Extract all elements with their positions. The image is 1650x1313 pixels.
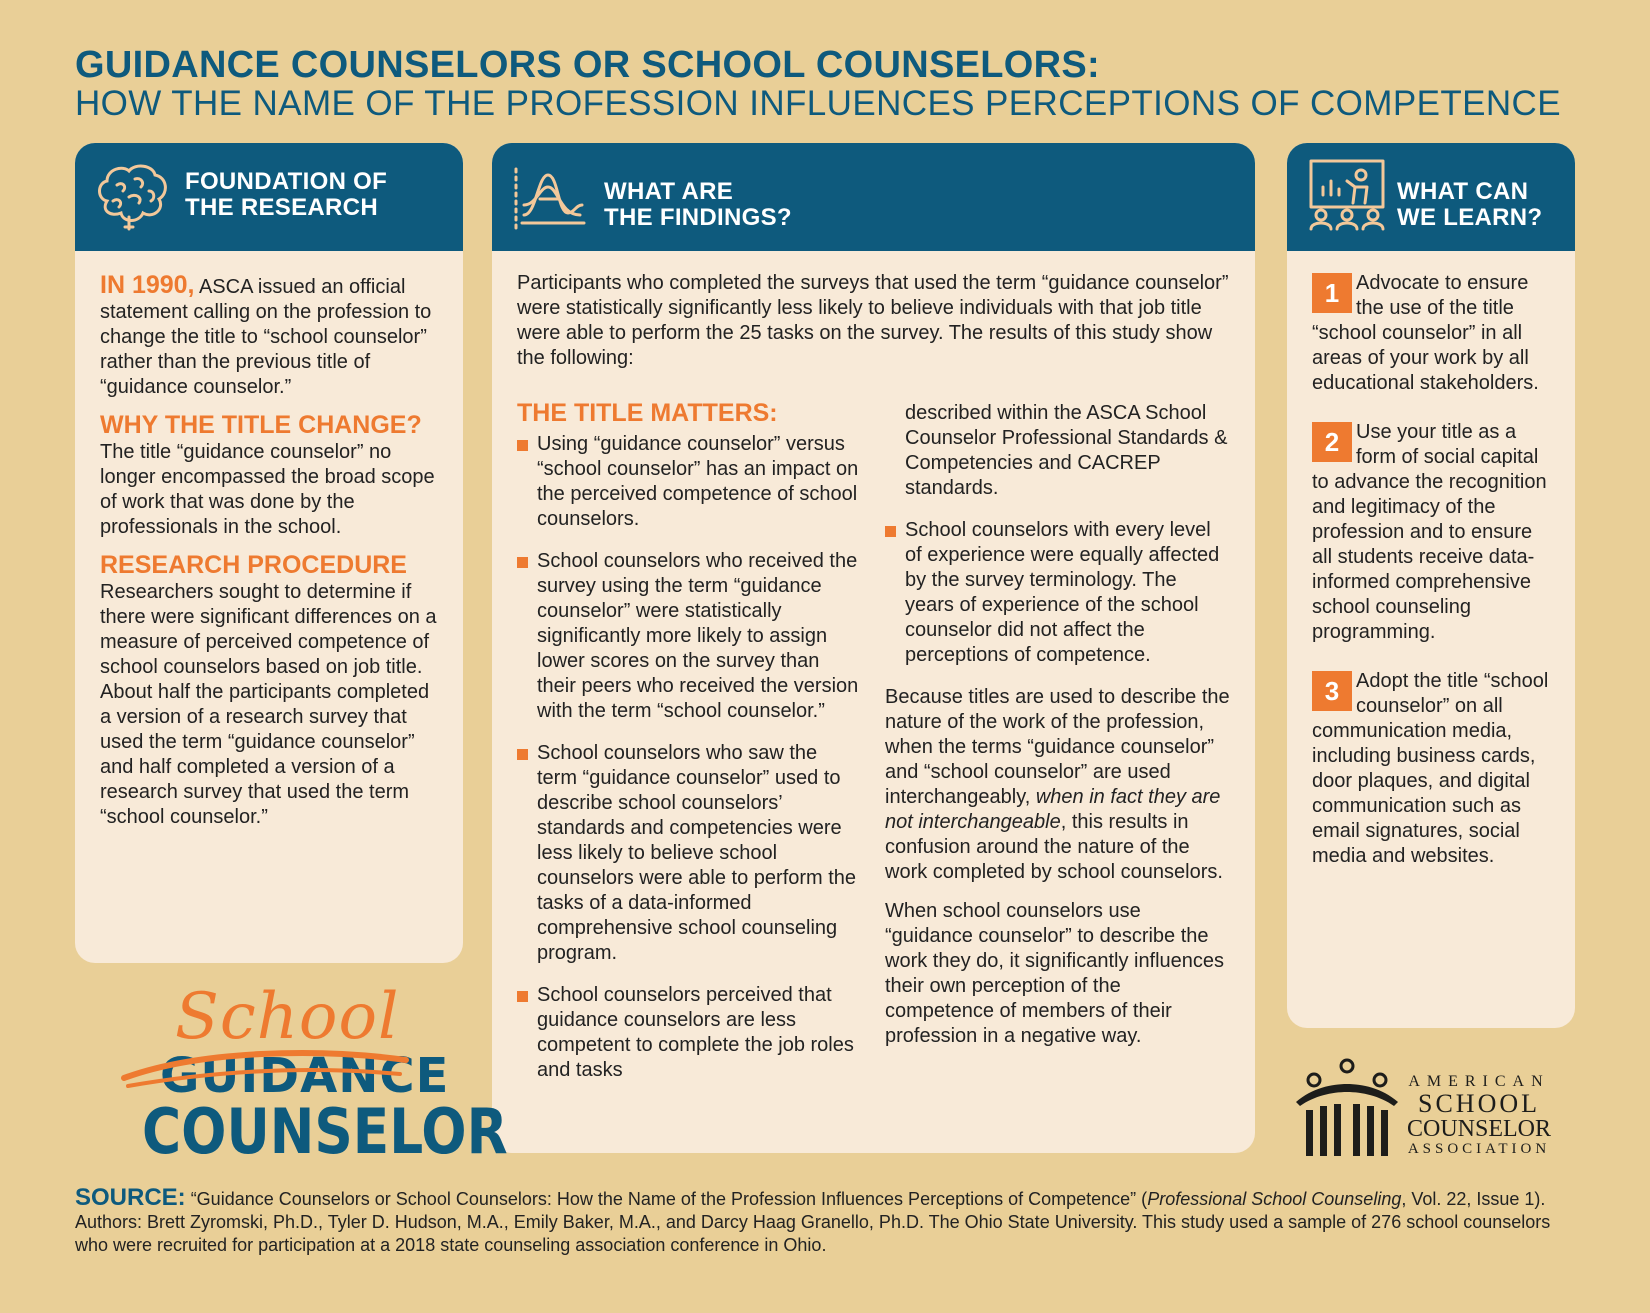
strikethrough-icon [120, 1040, 410, 1100]
title-matters-heading: THE TITLE MATTERS: [517, 399, 778, 427]
foundation-heading: FOUNDATION OF THE RESEARCH [185, 168, 388, 221]
page-subtitle: HOW THE NAME OF THE PROFESSION INFLUENCES PERCEPTIONS OF COMPETENCE [75, 84, 1561, 123]
logo-school-word: School [175, 980, 400, 1054]
source-label: SOURCE: [75, 1184, 186, 1211]
findings-header [492, 143, 1255, 251]
why-heading: WHY THE TITLE CHANGE? [100, 411, 422, 439]
step-number-badge: 2 [1312, 422, 1352, 462]
foundation-header [75, 143, 463, 251]
findings-heading: WHAT ARE THE FINDINGS? [604, 178, 792, 231]
finding-bullet: Using “guidance counselor” versus “school counselor” has an impact on the perceived competence of school counselors. [517, 432, 862, 532]
year-highlight: IN 1990, [100, 271, 195, 299]
learn-header [1287, 143, 1575, 251]
findings-paragraph: Because titles are used to describe the nature of the work of the profession, when the terms “guidance counselor” and “school counselor” are used interchangeably, when in fact they are not interchangeable, this results in confusion around the nature of the work completed by school counselors. [885, 686, 1230, 883]
logo-guidance-word: GUIDANCE [160, 1048, 450, 1104]
bell-curve-icon [514, 165, 586, 235]
learn-body [1312, 271, 1557, 893]
logo-counselor-word: COUNSELOR [142, 1095, 508, 1168]
finding-bullet: School counselors perceived that guidance counselors are less competent to complete the job roles and tasks [517, 983, 862, 1083]
asca-logo-text: AMERICAN SCHOOL COUNSELOR ASSOCIATION [1407, 1073, 1552, 1157]
finding-bullet-continued: described within the ASCA School Counselor Professional Standards & Competencies and CACREP standards. [905, 402, 1228, 499]
findings-column-right [885, 401, 1230, 1063]
classroom-presentation-icon [1309, 159, 1385, 231]
procedure-heading: RESEARCH PROCEDURE [100, 551, 407, 579]
learn-step-1: 1 Advocate to ensure the use of the title “school counselor” in all areas of your work by all educational stakeholders. [1312, 272, 1539, 394]
page-title: GUIDANCE COUNSELORS OR SCHOOL COUNSELORS: [75, 44, 1100, 86]
why-text: The title “guidance counselor” no longer encompassed the broad scope of work that was done by the professionals in the school. [100, 441, 435, 538]
step-number-badge: 1 [1312, 273, 1352, 313]
foundation-body [100, 273, 445, 836]
learn-panel [1287, 143, 1575, 1028]
asca-columns-icon [1292, 1052, 1402, 1162]
findings-panel [492, 143, 1255, 1153]
findings-intro: Participants who completed the surveys that used the term “guidance counselor” were statistically significantly less likely to believe individuals with that job title were able to perform the 25 tasks on the survey. The results of this study show the following: [517, 272, 1229, 369]
learn-step-2: 2 Use your title as a form of social capital to advance the recognition and legitimacy of the profession and to ensure all students receive data-informed comprehensive school counseling programming. [1312, 421, 1547, 643]
learn-heading: WHAT CAN WE LEARN? [1397, 178, 1543, 231]
step-number-badge: 3 [1312, 671, 1352, 711]
brain-icon [93, 161, 171, 233]
finding-bullet: School counselors with every level of experience were equally affected by the survey terminology. The years of experience of the school counselor did not affect the perceptions of competence. [885, 518, 1230, 668]
learn-step-3: 3 Adopt the title “school counselor” on all communication media, including business cards, door plaques, and digital communication such as email signatures, social media and websites. [1312, 670, 1549, 867]
findings-column-left [517, 398, 862, 1100]
procedure-text: Researchers sought to determine if there were significant differences on a measure of perceived competence of school counselors based on job title. About half the participants completed a version of a research survey that used the term “guidance counselor” and half completed a version of a research survey that used the term “school counselor.” [100, 581, 437, 828]
findings-paragraph: When school counselors use “guidance counselor” to describe the work they do, it significantly influences their own perception of the competence of members of their profession in a negative way. [885, 900, 1225, 1047]
finding-bullet: School counselors who saw the term “guidance counselor” used to describe school counselors’ standards and competencies were less likely to believe school counselors were able to perform the tasks of a data-informed comprehensive school counseling program. [517, 741, 862, 966]
journal-name: Professional School Counseling [1147, 1189, 1402, 1209]
foundation-intro: IN 1990, ASCA issued an official statement calling on the profession to change the title to “school counselor” rather than the previous title of “guidance counselor.” [100, 271, 432, 398]
finding-bullet: School counselors who received the survey using the term “guidance counselor” were statistically significantly more likely to assign lower scores on the survey than their peers who received the version with the term “school counselor.” [517, 549, 862, 724]
foundation-panel [75, 143, 463, 963]
source-citation: SOURCE: “Guidance Counselors or School Counselors: How the Name of the Profession Influences Perceptions of Competence” (Professional School Counseling, Vol. 22, Issue 1). Authors: Brett Zyromski, Ph.D., Tyler D. Hudson, M.A., Emily Baker, M.A., and Darcy Haag Granello, Ph.D. The Ohio State University. This study used a sample of 276 school counselors who were recruited for participation at a 2018 state counseling association conference in Ohio. [75, 1184, 1551, 1255]
